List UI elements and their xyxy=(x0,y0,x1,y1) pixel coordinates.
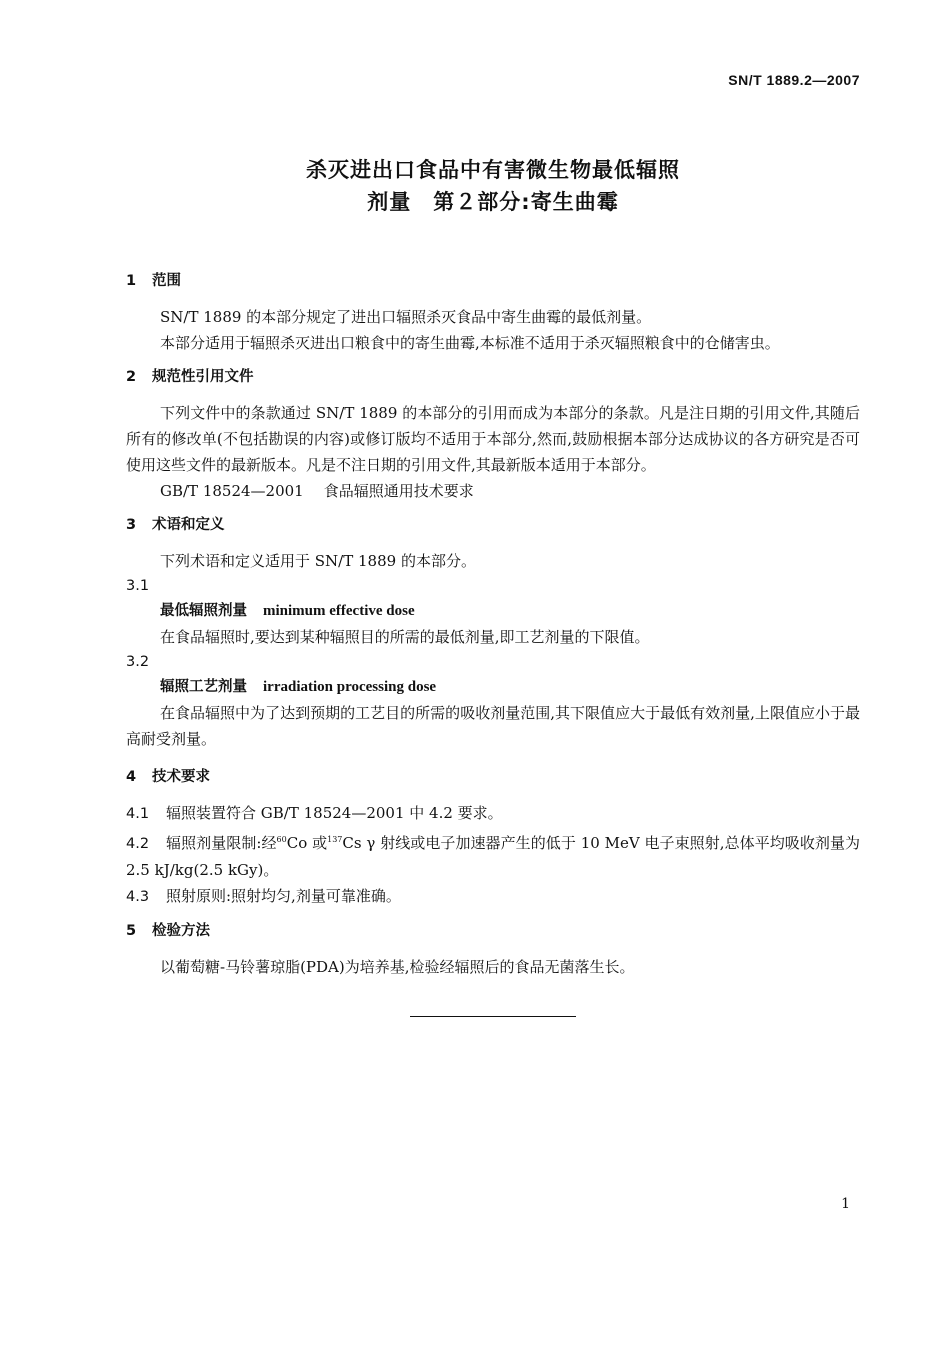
requirement-item xyxy=(126,883,860,910)
term-definition: 在食品辐照时,要达到某种辐照目的所需的最低剂量,即工艺剂量的下限值。 xyxy=(160,628,650,646)
end-of-document-line xyxy=(410,1016,576,1017)
paragraph: 下列术语和定义适用于 SN/T 1889 的本部分。 xyxy=(160,552,476,570)
requirement-text: 辐照装置符合 GB/T 18524—2001 中 4.2 要求。 xyxy=(166,804,503,822)
requirement-text-a: 辐照剂量限制:经 xyxy=(166,834,277,852)
paragraph: 本部分适用于辐照杀灭进出口粮食中的寄生曲霉,本标准不适用于杀灭辐照粮食中的仓储害虫。 xyxy=(160,334,780,352)
requirement-text-c: Cs γ 射线或电子加速器产生的低于 10 MeV 电子束照射,总体平均吸收剂量为 2.5 kJ/kg(2.5 kGy)。 xyxy=(126,834,861,879)
section-3-heading xyxy=(126,514,860,536)
reference-code: GB/T 18524—2001 xyxy=(160,482,304,500)
section-title: 术语和定义 xyxy=(152,517,225,533)
term-chinese: 辐照工艺剂量 xyxy=(160,679,247,695)
clause-number: 3.2 xyxy=(126,654,150,670)
section-1-heading xyxy=(126,270,860,292)
isotope-mass-number: 137 xyxy=(327,835,343,844)
reference-title: 食品辐照通用技术要求 xyxy=(323,482,474,500)
requirement-number: 4.3 xyxy=(126,889,150,905)
section-5-body xyxy=(126,954,860,980)
section-1-body xyxy=(126,304,860,356)
section-title: 技术要求 xyxy=(152,769,210,785)
section-number: 2 xyxy=(126,369,137,385)
standard-number: SN/T 1889.2—2007 xyxy=(728,72,860,88)
term-english: irradiation processing dose xyxy=(263,679,437,695)
term-definition: 在食品辐照中为了达到预期的工艺目的所需的吸收剂量范围,其下限值应大于最低有效剂量,上限值应小于最高耐受剂量。 xyxy=(126,704,860,748)
isotope-mass-number: 60 xyxy=(276,835,287,844)
section-title: 规范性引用文件 xyxy=(152,369,254,385)
term-entry xyxy=(126,674,860,700)
requirement-text-b: Co 或 xyxy=(286,834,328,852)
title-line-1: 杀灭进出口食品中有害微生物最低辐照 xyxy=(306,158,680,182)
document-title xyxy=(126,154,860,218)
section-4-body xyxy=(126,800,860,910)
section-title: 范围 xyxy=(152,273,181,289)
requirement-item xyxy=(126,827,860,883)
requirement-item xyxy=(126,800,860,827)
normative-reference xyxy=(126,478,860,504)
section-5-heading xyxy=(126,920,860,942)
term-entry xyxy=(126,598,860,624)
term-english: minimum effective dose xyxy=(263,603,415,619)
paragraph: 下列文件中的条款通过 SN/T 1889 的本部分的引用而成为本部分的条款。凡是注日期的引用文件,其随后所有的修改单(不包括勘误的内容)或修订版均不适用于本部分,然而,鼓励根据本部分达成协议的各方研究是否可使用这些文件的最新版本。凡是不注日期的引用文件,其最新版本适用于本部分。 xyxy=(126,404,860,474)
title-line-2: 剂量 第２部分:寄生曲霉 xyxy=(367,190,619,214)
section-4-heading xyxy=(126,766,860,788)
clause-number: 3.1 xyxy=(126,578,150,594)
paragraph: 以葡萄糖-马铃薯琼脂(PDA)为培养基,检验经辐照后的食品无菌落生长。 xyxy=(160,958,635,976)
page-number: 1 xyxy=(841,1196,850,1212)
section-number: 4 xyxy=(126,769,137,785)
section-number: 5 xyxy=(126,923,137,939)
requirement-number: 4.2 xyxy=(126,836,150,852)
section-2-heading xyxy=(126,366,860,388)
requirement-text: 照射原则:照射均匀,剂量可靠准确。 xyxy=(166,887,401,905)
section-number: 1 xyxy=(126,273,137,289)
term-chinese: 最低辐照剂量 xyxy=(160,603,247,619)
section-number: 3 xyxy=(126,517,137,533)
paragraph: SN/T 1889 的本部分规定了进出口辐照杀灭食品中寄生曲霉的最低剂量。 xyxy=(160,308,652,326)
requirement-number: 4.1 xyxy=(126,806,150,822)
section-3-body xyxy=(126,548,860,752)
section-title: 检验方法 xyxy=(152,923,210,939)
section-2-body xyxy=(126,400,860,504)
